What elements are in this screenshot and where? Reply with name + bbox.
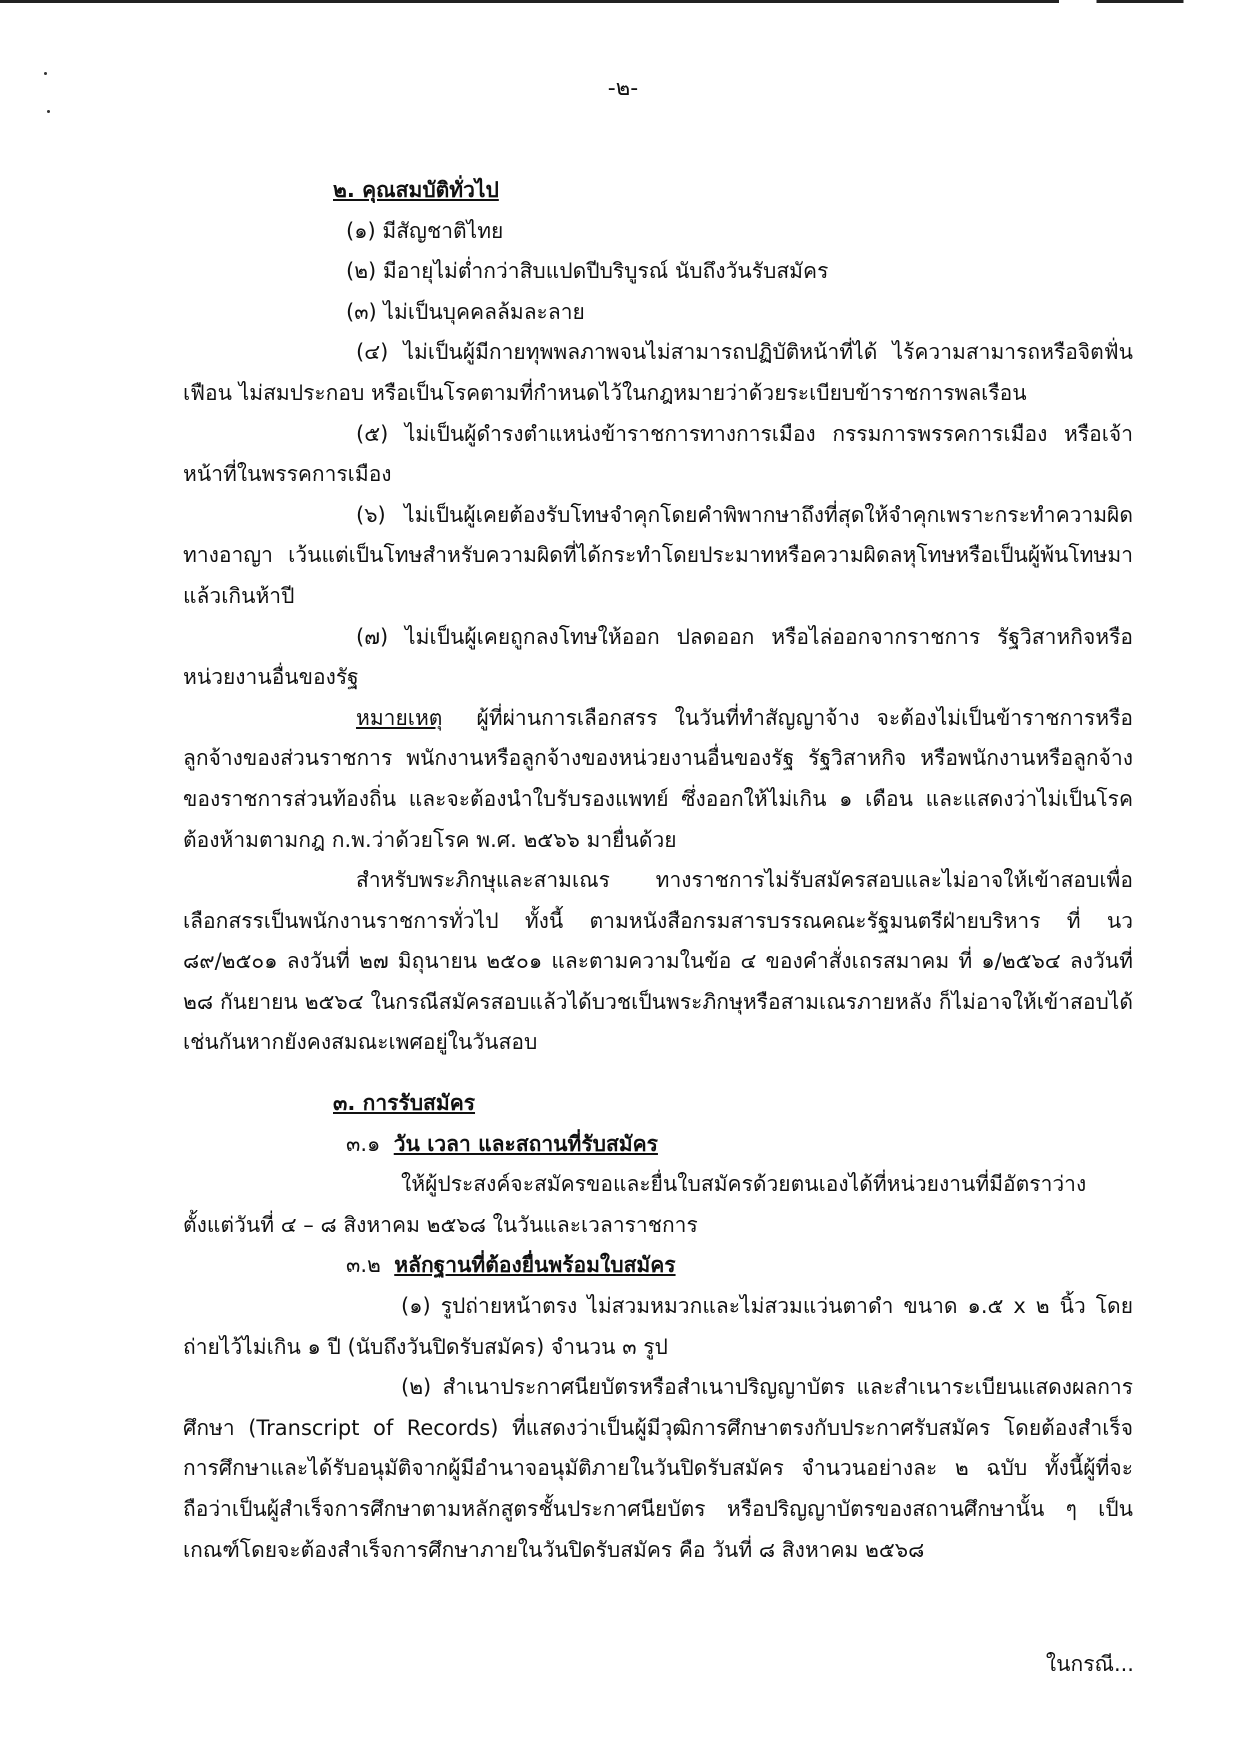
section3-sub2-heading — [183, 1245, 1133, 1286]
section2-item-5: (๕) ไม่เป็นผู้ดำรงตำแหน่งข้าราชการทางการเมือง กรรมการพรรคการเมือง หรือเจ้าหน้าที่ในพรรคการเมือง — [183, 421, 1133, 487]
section2-item-1: (๑) มีสัญชาติไทย — [346, 218, 504, 243]
note-label: หมายเหตุ — [356, 705, 443, 730]
section3-sub2-item-1: (๑) รูปถ่ายหน้าตรง ไม่สวมหมวกและไม่สวมแว่นตาดำ ขนาด ๑.๕ x ๒ นิ้ว โดยถ่ายไว้ไม่เกิน ๑ ปี (นับถึงวันปิดรับสมัคร) จำนวน ๓ รูป — [183, 1294, 1133, 1359]
page-number: -๒- — [607, 76, 639, 101]
scan-speck — [47, 110, 50, 113]
sub1-title: วัน เวลา และสถานที่รับสมัคร — [393, 1131, 658, 1156]
document-body — [183, 170, 1133, 1570]
section2-heading: ๒. คุณสมบัติทั่วไป — [333, 178, 499, 202]
sub1-number: ๓.๑ — [346, 1131, 381, 1156]
sub2-title: หลักฐานที่ต้องยื่นพร้อมใบสมัคร — [394, 1253, 676, 1278]
section3-sub1-text: ให้ผู้ประสงค์จะสมัครขอและยื่นใบสมัครด้วยตนเองได้ที่หน่วยงานที่มีอัตราว่าง ตั้งแต่วันที่ ๔ – ๘ สิงหาคม ๒๕๖๘ ในวันและเวลาราชการ — [183, 1172, 1087, 1237]
note-text: ผู้ที่ผ่านการเลือกสรร ในวันที่ทำสัญญาจ้าง จะต้องไม่เป็นข้าราชการหรือลูกจ้างของส่วนราชการ พนักงานหรือลูกจ้างของหน่วยงานอื่นของรัฐ รัฐวิสาหกิจ หรือพนักงานหรือลูกจ้างของราชการส่วนท้องถิ่น และจะต้องนำใบรับรองแพทย์ ซึ่งออกให้ไม่เกิน ๑ เดือน และแสดงว่าไม่เป็นโรคต้องห้ามตามกฎ ก.พ.ว่าด้วยโรค พ.ศ. ๒๕๖๖ มายื่นด้วย — [183, 705, 1133, 852]
section3-heading: ๓. การรับสมัคร — [333, 1091, 476, 1116]
section2-item-7: (๗) ไม่เป็นผู้เคยถูกลงโทษให้ออก ปลดออก หรือไล่ออกจากราชการ รัฐวิสาหกิจหรือหน่วยงานอื่นของรัฐ — [183, 624, 1133, 690]
section2-item-2: (๒) มีอายุไม่ต่ำกว่าสิบแปดปีบริบูรณ์ นับถึงวันรับสมัคร — [346, 259, 829, 284]
sub2-number: ๓.๒ — [346, 1253, 381, 1278]
section2-item-4: (๔) ไม่เป็นผู้มีกายทุพพลภาพจนไม่สามารถปฏิบัติหน้าที่ได้ ไร้ความสามารถหรือจิตฟั่นเฟือน ไม่สมประกอบ หรือเป็นโรคตามที่กำหนดไว้ในกฎหมายว่าด้วยระเบียบข้าราชการพลเรือน — [183, 340, 1133, 405]
section2-item-6: (๖) ไม่เป็นผู้เคยต้องรับโทษจำคุกโดยคำพิพากษาถึงที่สุดให้จำคุกเพราะกระทำความผิดทางอาญา เว้นแต่เป็นโทษสำหรับความผิดที่ได้กระทำโดยประมาทหรือความผิดลหุโทษหรือเป็นผู้พ้นโทษมาแล้วเกินห้าปี — [183, 502, 1133, 608]
section3-sub2-item-2: (๒) สำเนาประกาศนียบัตรหรือสำเนาปริญญาบัตร และสำเนาระเบียนแสดงผลการศึกษา (Transcript of Records) ที่แสดงว่าเป็นผู้มีวุฒิการศึกษาตรงกับประกาศรับสมัคร โดยต้องสำเร็จการศึกษาและได้รับอนุมัติจากผู้มีอำนาจอนุมัติภายในวันปิดรับสมัคร จำนวนอย่างละ ๒ ฉบับ ทั้งนี้ผู้ที่จะถือว่าเป็นผู้สำเร็จการศึกษาตามหลักสูตรชั้นประกาศนียบัตร หรือปริญญาบัตรของสถานศึกษานั้น ๆ เป็นเกณฑ์โดยจะต้องสำเร็จการศึกษาภายในวันปิดรับสมัคร คือ วันที่ ๘ สิงหาคม ๒๕๖๘ — [183, 1375, 1133, 1562]
section2-item-3: (๓) ไม่เป็นบุคคลล้มละลาย — [346, 299, 585, 324]
scan-edge-line — [0, 0, 1246, 3]
section2-monk-paragraph: สำหรับพระภิกษุและสามเณร ทางราชการไม่รับสมัครสอบและไม่อาจให้เข้าสอบเพื่อเลือกสรรเป็นพนักงานราชการทั่วไป ทั้งนี้ ตามหนังสือกรมสารบรรณคณะรัฐมนตรีฝ่ายบริหาร ที่ นว ๘๙/๒๕๐๑ ลงวันที่ ๒๗ มิถุนายน ๒๕๐๑ และตามความในข้อ ๔ ของคำสั่งเถรสมาคม ที่ ๑/๒๕๖๔ ลงวันที่ ๒๘ กันยายน ๒๕๖๔ ในกรณีสมัครสอบแล้วได้บวชเป็นพระภิกษุหรือสามเณรภายหลัง ก็ไม่อาจให้เข้าสอบได้เช่นกันหากยังคงสมณะเพศอยู่ในวันสอบ — [183, 868, 1133, 1055]
continuation-text: ในกรณี... — [1045, 1652, 1134, 1676]
section-gap — [183, 1063, 1133, 1083]
section3-sub1-heading — [183, 1124, 1133, 1165]
section2-note — [183, 698, 1133, 860]
